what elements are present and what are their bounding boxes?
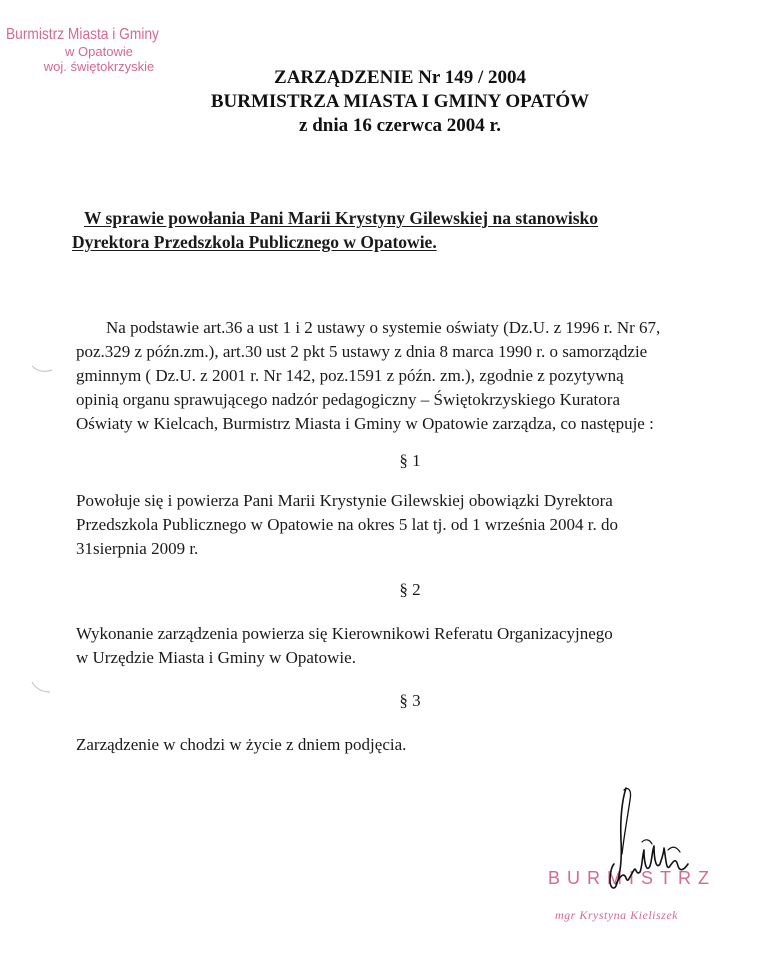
handwritten-signature xyxy=(580,780,700,900)
document-issuer: BURMISTRZA MIASTA I GMINY OPATÓW xyxy=(210,91,590,112)
section-2-line-2: w Urzędzie Miasta i Gminy w Opatowie. xyxy=(76,648,356,667)
document-title: ZARZĄDZENIE Nr 149 / 2004 xyxy=(274,67,526,88)
office-stamp xyxy=(4,26,194,75)
subject-line-2: Dyrektora Przedszkola Publicznego w Opatowie. xyxy=(72,232,437,252)
basis-line-2: poz.329 z późn.zm.), art.30 ust 2 pkt 5 ustawy z dnia 8 marca 1990 r. o samorządzie xyxy=(76,342,648,361)
section-1-sign: § 1 xyxy=(399,451,421,470)
basis-line-1: Na podstawie art.36 a ust 1 i 2 ustawy o systemie oświaty (Dz.U. z 1996 r. Nr 67, xyxy=(106,318,661,337)
stamp-line-3: woj. świętokrzyskie xyxy=(43,59,155,75)
section-3-sign: § 3 xyxy=(399,691,421,710)
stamp-line-1: Burmistrz Miasta i Gminy xyxy=(6,26,159,43)
section-3-text xyxy=(76,733,746,757)
section-1-line-1: Powołuje się i powierza Pani Marii Krystynie Gilewskiej obowiązki Dyrektora xyxy=(76,491,613,510)
section-2-line-1: Wykonanie zarządzenia powierza się Kierownikowi Referatu Organizacyjnego xyxy=(76,624,613,643)
section-3-line-1: Zarządzenie w chodzi w życie z dniem podjęcia. xyxy=(76,735,407,754)
stamp-line-2: w Opatowie xyxy=(65,44,133,60)
margin-scan-mark xyxy=(30,678,54,698)
subject-line-1: W sprawie powołania Pani Marii Krystyny Gilewskiej na stanowisko xyxy=(84,208,599,228)
document-date: z dnia 16 czerwca 2004 r. xyxy=(299,115,501,136)
section-1-line-3: 31sierpnia 2009 r. xyxy=(76,539,199,558)
mayor-stamp-title: BURMISTRZ xyxy=(548,868,716,888)
section-2-text xyxy=(76,622,746,670)
margin-scan-mark xyxy=(30,360,54,380)
legal-basis-paragraph xyxy=(76,316,766,436)
section-1-text xyxy=(76,489,746,561)
basis-line-4: opinią organu sprawującego nadzór pedagogiczny – Świętokrzyskiego Kuratora xyxy=(76,390,620,409)
basis-line-3: gminnym ( Dz.U. z 2001 r. Nr 142, poz.1591 z późn. zm.), zgodnie z pozytywną xyxy=(76,366,624,385)
document-subject xyxy=(72,206,712,254)
basis-line-5: Oświaty w Kielcach, Burmistrz Miasta i Gminy w Opatowie zarządza, co następuje : xyxy=(76,414,654,433)
section-2-sign: § 2 xyxy=(399,580,421,599)
mayor-stamp-name: mgr Krystyna Kieliszek xyxy=(555,908,678,922)
section-1-line-2: Przedszkola Publicznego w Opatowie na okres 5 lat tj. od 1 września 2004 r. do xyxy=(76,515,618,534)
